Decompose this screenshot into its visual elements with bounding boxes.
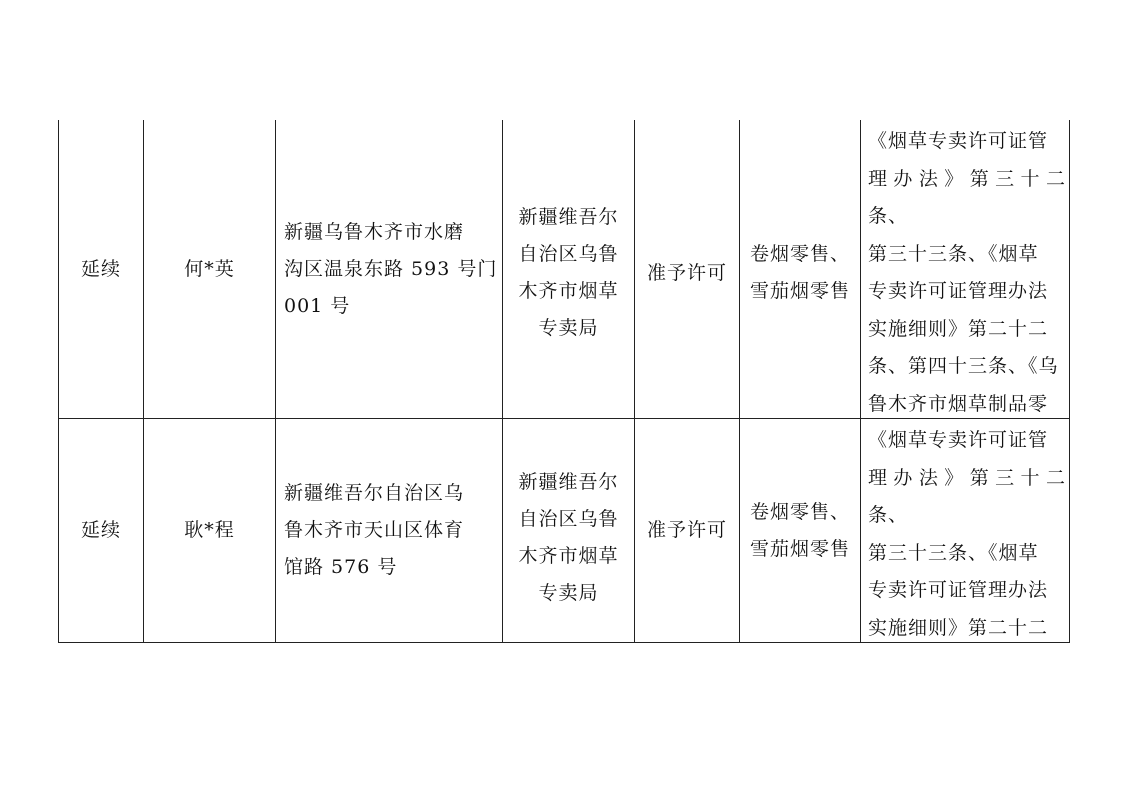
table-row-2-legal-basis: 《烟草专卖许可证管 理办法》第三十二条、 第三十三条、《烟草 专卖许可证管理办法 实施细则》第二十二	[868, 429, 1066, 639]
table-row-1-decision: 准予许可	[646, 261, 727, 284]
table-row-1-type: 延续	[80, 257, 121, 280]
table-row-2-name: 耿*程	[184, 519, 235, 541]
table-border-right	[1069, 120, 1070, 643]
table-row-1-scope: 卷烟零售、 雪茄烟零售	[749, 243, 850, 302]
table-row-1-legal-basis: 《烟草专卖许可证管 理办法》第三十二条、 第三十三条、《烟草 专卖许可证管理办法 实施细则》第二十二 条、第四十三条、《乌 鲁木齐市烟草制品零	[868, 130, 1066, 415]
column-divider	[860, 120, 861, 643]
table-row-1-name: 何*英	[184, 257, 235, 280]
table-row-2-type: 延续	[80, 519, 121, 541]
table-row-1-address: 新疆乌鲁木齐市水磨 沟区温泉东路 593 号门 001 号	[284, 220, 498, 317]
license-table	[58, 120, 1070, 643]
table-row-2-address: 新疆维吾尔自治区乌 鲁木齐市天山区体育 馆路 576 号	[284, 482, 465, 578]
column-divider	[275, 120, 276, 643]
table-row-2-decision: 准予许可	[646, 519, 727, 541]
table-row-2-scope: 卷烟零售、 雪茄烟零售	[749, 500, 850, 560]
table-row-2-authority: 新疆维吾尔 自治区乌鲁 木齐市烟草 专卖局	[518, 470, 619, 604]
table-row-1-authority: 新疆维吾尔 自治区乌鲁 木齐市烟草 专卖局	[518, 206, 619, 339]
